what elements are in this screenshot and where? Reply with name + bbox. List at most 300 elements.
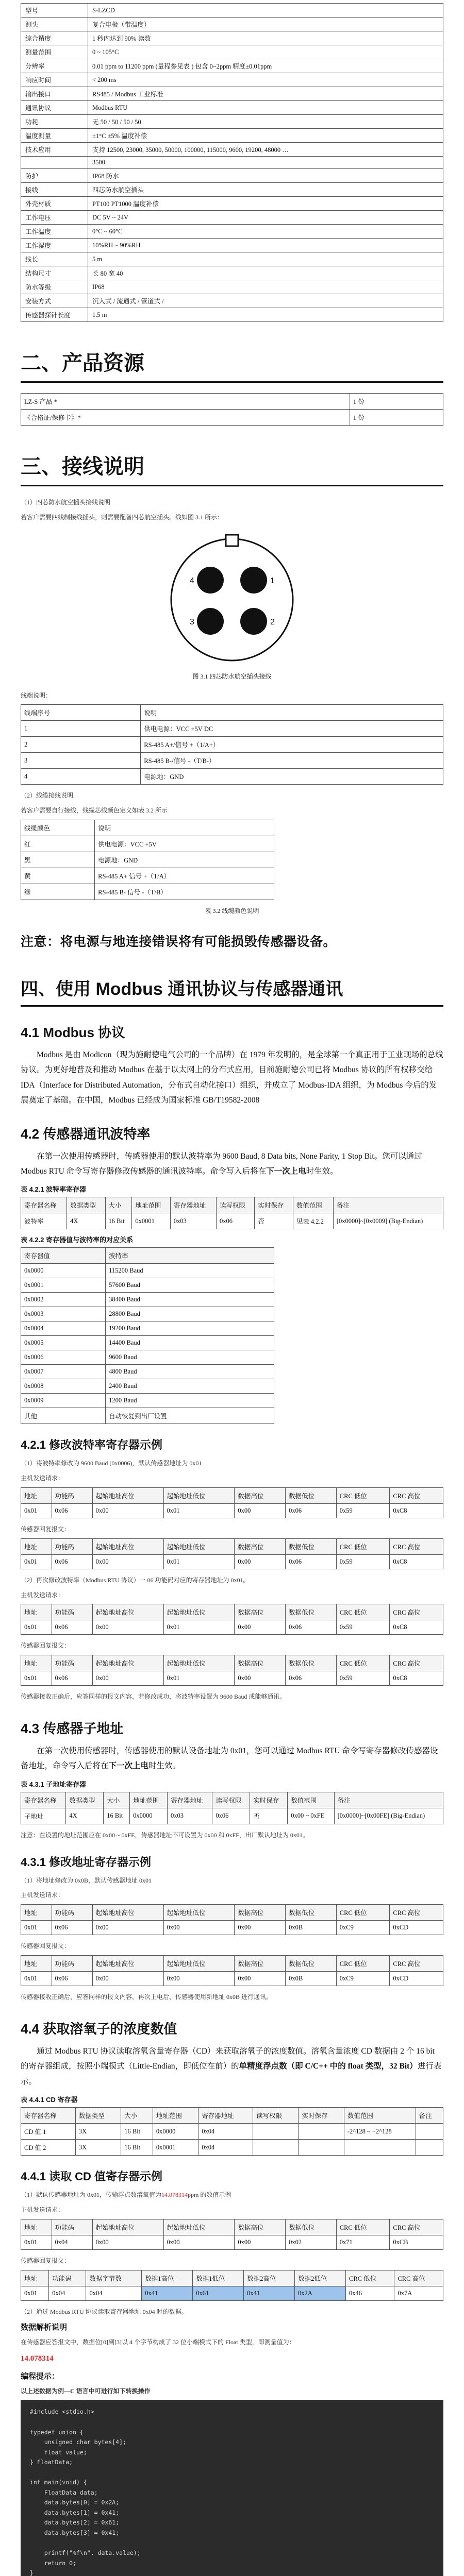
host-request-label: 主机发送请求： [21, 1475, 64, 1482]
para-4-4-1-b: （2）通过 Modbus RTU 协议读取寄存器地址 0x04 时的数据。 [21, 2308, 188, 2315]
table-cell: 0x06 [52, 1620, 92, 1635]
table-cell: 电源地：GND [95, 852, 274, 868]
table-row [21, 266, 443, 280]
code-line [30, 2468, 434, 2478]
table-header-cell: 数据2低位 [295, 2270, 346, 2286]
table-header-cell: 数据低位 [286, 1538, 337, 1554]
frame-table [21, 1538, 443, 1569]
data-note-label: 数据解析说明 [21, 2323, 68, 2332]
table-row [21, 294, 443, 308]
table-cell: 0xC8 [390, 1554, 443, 1569]
table-cell: 综合精度 [21, 31, 88, 45]
table-header-cell: 数据类型 [66, 1792, 104, 1808]
para-4-3-note: 注意：在设置的地址范围应在 0x00 ~ 0xFE，传感器地址不可设置为 0x00 和 0xFF，出厂默认地址为 0x01。 [21, 1831, 309, 1839]
table-row [21, 1671, 443, 1686]
table-cell [253, 2124, 299, 2140]
table-cell: -2^128 ~ +2^128 [344, 2124, 416, 2140]
wire-table [21, 704, 443, 785]
table-cell: 安装方式 [21, 294, 88, 308]
table-cell: S-LZCD [88, 4, 443, 18]
table-cell: 0x01 [163, 1620, 235, 1635]
table-cell: 0xCD [390, 1972, 443, 1986]
table-row [21, 59, 443, 73]
table-cell: 0x71 [336, 2235, 390, 2249]
table-header-row [21, 2108, 443, 2124]
table-cell: 0x0000 [153, 2124, 198, 2140]
table-header-cell: 起始地址低位 [163, 1604, 235, 1620]
table-header-cell: 地址范围 [132, 1197, 170, 1213]
code-line: int main(void) { [30, 2479, 87, 2486]
table-header-cell: 地址 [21, 2270, 49, 2286]
table-cell: 0x00 [235, 1671, 286, 1686]
heading-4-3-1: 4.3.1 修改地址寄存器示例 [21, 1855, 152, 1869]
table-row [21, 1278, 274, 1293]
code-label: 编程提示： [21, 2371, 60, 2381]
wire-label: 线端说明： [21, 691, 52, 699]
table-cell [21, 157, 88, 169]
connector-figure [21, 533, 443, 681]
table-cell: 28800 Baud [106, 1307, 274, 1321]
table-header-cell: 数据低位 [286, 1655, 337, 1671]
table-cell: 0x0000 [130, 1808, 168, 1824]
code-block [21, 2400, 443, 2576]
frame-table [21, 1487, 443, 1518]
table-cell: 0x06 [52, 1504, 92, 1518]
table-header-cell: 数据字节数 [86, 2270, 142, 2286]
svg-text:1: 1 [270, 576, 275, 585]
table-header-cell: 数据高位 [235, 1956, 286, 1972]
table-cell: ±1°C ±5% 温度补偿 [88, 129, 443, 143]
table-cell: 分辨率 [21, 59, 88, 73]
table-cell: 0x06 [286, 1620, 337, 1635]
table-header-cell: 波特率 [106, 1248, 274, 1264]
table-header-cell: 寄存器名称 [21, 2108, 76, 2124]
table-cell: 0x00 [92, 1671, 163, 1686]
code-line: } FloatData; [30, 2459, 73, 2466]
table-header-row [21, 1197, 443, 1213]
table-header-cell: 功能码 [52, 1488, 92, 1504]
host-request-label: 主机发送请求： [21, 2206, 64, 2213]
table-row [21, 2124, 443, 2140]
table-row [21, 1808, 443, 1824]
para-4-1: Modbus 是由 Modicon（现为施耐德电气公司的一个品牌）在 1979 年发明的，是全球第一个真正用于工业现场的总线协议。为更好地普及和推动 Modbus 在基于以太网上的分布式应用，目前施耐德公司已将 Modbus 协议的所有权移交给 IDA（Interface for Distributed Automation，分布式自动化接口）组织，并成立了 Modbus-IDA 组织，为 Modbus 今后的发展奠定了基础。在中国，Modbus 已经成为国家标准 GB/T19582-2008 [21, 1050, 443, 1105]
table-cell: RS-485 A+ 信号 +（T/A） [95, 868, 274, 884]
table-cell: 波特率 [21, 1213, 67, 1229]
table-row [21, 1336, 274, 1350]
table-header-cell: 数据2高位 [244, 2270, 295, 2286]
table-header-row [21, 1538, 443, 1554]
table-cell: 否 [250, 1808, 288, 1824]
table-cell: 1 份 [350, 394, 443, 410]
table-cell: 0x00 [235, 1921, 286, 1935]
table-header-cell: 地址 [21, 1604, 52, 1620]
table-cell: 0x00 [235, 1504, 286, 1518]
table-cell: 0x01 [21, 2286, 49, 2300]
table-row [21, 852, 274, 868]
para-4-4-1-text: （1）默认传感器地址为 0x01，传输浮点数溶氧值为 [21, 2191, 162, 2199]
table-cell: 0x00 [235, 1620, 286, 1635]
table-header-cell: 大小 [105, 1197, 132, 1213]
table-cell: 16 Bit [104, 1808, 130, 1824]
section-title-wiring: 三、接线说明 [21, 450, 443, 486]
table-row [21, 18, 443, 31]
table-cell: 0x06 [52, 1972, 92, 1986]
table-4-4-1 [21, 2107, 443, 2156]
table-cell: 0x59 [336, 1620, 390, 1635]
table-cell: 说明 [141, 705, 443, 721]
code-line: } [30, 2569, 34, 2576]
table-cell: 0x06 [286, 1671, 337, 1686]
table-header-cell: 起始地址低位 [163, 1905, 235, 1921]
table-header-cell: 备注 [416, 2108, 443, 2124]
table-cell: 0x00 ~ 0xFE [288, 1808, 334, 1824]
table-4-3-1-caption: 表 4.3.1 子地址寄存器 [21, 1780, 87, 1788]
table-cell: 线缆颜色 [21, 820, 95, 836]
frame-table [21, 2219, 443, 2250]
table-cell: 外壳材质 [21, 197, 88, 211]
table-header-cell: 数据高位 [235, 1538, 286, 1554]
table-header-cell: 地址 [21, 1655, 52, 1671]
para-4-2-1-c: 传感器接收正确后，应答同样的报文内容，若修改成功，将波特率设置为 9600 Baud 或能够通讯。 [21, 1693, 286, 1701]
table-header-row [21, 2270, 443, 2286]
table-header-cell: 地址 [21, 1538, 52, 1554]
table-header-cell: 寄存器名称 [21, 1197, 67, 1213]
table-cell: 0x0009 [21, 1394, 106, 1408]
table-row [21, 1307, 274, 1321]
table-header-cell: 起始地址低位 [163, 1956, 235, 1972]
figure-caption: 图 3.1 四芯防水航空插头接线 [192, 672, 272, 680]
table-cell: 0xC8 [390, 1620, 443, 1635]
table-cell: 0xC9 [336, 1972, 390, 1986]
table-header-cell: 功能码 [52, 1956, 92, 1972]
wire-desc: 若客户需要四线制接线插头，则需要配备四芯航空插头。线如图 3.1 所示： [21, 513, 224, 521]
table-cell: 0x01 [163, 1671, 235, 1686]
table-cell: 5 m [88, 252, 443, 266]
table-cell: 0x01 [21, 1504, 52, 1518]
table-cell: 0x06 [52, 1554, 92, 1569]
para-4-4-1-end: ppm 的数值示例 [188, 2191, 231, 2199]
table-cell: 16 Bit [105, 1213, 132, 1229]
para-4-3-red: 下一次上电 [108, 1761, 149, 1771]
table-cell: 0x00 [163, 2235, 235, 2249]
heading-4-2: 4.2 传感器通讯波特率 [21, 1126, 151, 1142]
table-cell: 0x00 [92, 1620, 163, 1635]
table-cell: 0x00 [235, 1972, 286, 1986]
table-cell: 0xCD [390, 1921, 443, 1935]
table-row [21, 1554, 443, 1569]
table-4-2-1-caption: 表 4.2.1 波特率寄存器 [21, 1185, 87, 1194]
table-row [21, 73, 443, 87]
table-header-cell: CRC 高位 [390, 1655, 443, 1671]
table-row [21, 129, 443, 143]
table-cell: CD 值 1 [21, 2124, 76, 2140]
resource-table [21, 393, 443, 426]
table-cell: 10%RH ~ 90%RH [88, 239, 443, 252]
table-cell: 绿 [21, 884, 95, 900]
table-cell: RS-485 A+/信号 +（1/A+） [141, 737, 443, 753]
table-cell: 1 秒内达到 90% 读数 [88, 31, 443, 45]
para-4-3-text: 在第一次使用传感器时，传感器使用的默认设备地址为 0x01，您可以通过 Modbus RTU 命令写寄存器修改传感器设备地址，命令写入后将在 [21, 1746, 438, 1771]
table-cell: 0x59 [336, 1504, 390, 1518]
table-row [21, 410, 443, 426]
table-header-cell: 功能码 [49, 2270, 86, 2286]
table-cell: 0x41 [142, 2286, 193, 2300]
table-header-cell: 地址范围 [153, 2108, 198, 2124]
code-line: unsigned char bytes[4]; [30, 2438, 126, 2446]
table-header-cell: CRC 低位 [336, 1956, 390, 1972]
table-cell: 响应时间 [21, 73, 88, 87]
table-header-cell: 寄存器地址 [198, 2108, 253, 2124]
table-header-cell: 数据高位 [235, 1905, 286, 1921]
table-row [21, 2286, 443, 2300]
table-cell: 0x0001 [132, 1213, 170, 1229]
table-row [21, 4, 443, 18]
table-4-2-1 [21, 1197, 443, 1229]
table-cell: 0x7A [394, 2286, 443, 2300]
table-header-cell: 数值范围 [293, 1197, 333, 1213]
table-header-cell: 读写权限 [216, 1197, 254, 1213]
table-header-cell: 读写权限 [212, 1792, 250, 1808]
table-cell: 0x06 [52, 1921, 92, 1935]
table-cell: 0x03 [170, 1213, 216, 1229]
table-cell: 四芯防水航空插头 [88, 183, 443, 197]
table-row [21, 115, 443, 129]
para-4-2-1-b: （2）再次修改波特率（Modbus RTU 协议）一 06 功能码对应的寄存器地址为 0x01。 [21, 1576, 250, 1584]
frame-table [21, 1604, 443, 1635]
table-cell: Modbus RTU [88, 101, 443, 115]
table-row [21, 753, 443, 769]
sensor-reply-label: 传感器回复报文： [21, 1642, 71, 1650]
table-cell: 0x61 [193, 2286, 244, 2300]
sensor-reply-label: 传感器回复报文： [21, 2257, 71, 2264]
table-header-cell: 数据高位 [235, 1488, 286, 1504]
table-cell: 沉入式 / 流通式 / 管道式 / [88, 294, 443, 308]
table-row [21, 868, 274, 884]
table-row [21, 1972, 443, 1986]
table-cell: 《合格证/保修卡》* [21, 410, 350, 426]
table-cell: 0x00 [92, 1921, 163, 1935]
table-cell: 通讯协议 [21, 101, 88, 115]
table-header-cell: 功能码 [52, 1905, 92, 1921]
para-4-2-1-a: （1）将波特率修改为 9600 Baud (0x0006)，默认传感器地址为 0x01 [21, 1460, 202, 1467]
host-request-label: 主机发送请求： [21, 1891, 64, 1899]
table-cell: 0x04 [86, 2286, 142, 2300]
sensor-reply-label: 传感器回复报文： [21, 1526, 71, 1533]
table-header-cell: 数据低位 [286, 1956, 337, 1972]
para-4-4-1-red: 14.078314 [161, 2191, 188, 2199]
table-cell [416, 2124, 443, 2140]
table-cell: 测头 [21, 18, 88, 31]
table-header-cell: 大小 [104, 1792, 130, 1808]
table-row [21, 1408, 274, 1424]
table-header-cell: 数据低位 [286, 1905, 337, 1921]
table-row [21, 197, 443, 211]
table-row [21, 1321, 274, 1336]
table-cell: 0x00 [92, 1972, 163, 1986]
table-cell: 温度测量 [21, 129, 88, 143]
table-header-cell: 地址 [21, 2219, 52, 2235]
table-cell: 0x0008 [21, 1379, 106, 1394]
sensor-reply-label: 传感器回复报文： [21, 1942, 71, 1950]
table-cell: 技术应用 [21, 143, 88, 157]
wire2-desc: 若客户需要自行接线，线缆芯线颜色定义如表 3.2 所示 [21, 807, 168, 815]
table-cell: 供电电源：VCC +5V [95, 836, 274, 852]
table-header-cell: CRC 低位 [336, 2219, 390, 2235]
para-4-3-1-a: （1）将地址修改为 0x0B，默认传感器地址 0x01 [21, 1876, 152, 1884]
table-header-cell: 数据高位 [235, 1604, 286, 1620]
table-row [21, 157, 443, 169]
table-cell: DC 5V ~ 24V [88, 211, 443, 225]
para-4-2-end: 时生效。 [306, 1166, 338, 1176]
table-header-cell: 数据高位 [235, 1655, 286, 1671]
table-cell: 0x00 [92, 1504, 163, 1518]
table-header-cell: 起始地址低位 [163, 1655, 235, 1671]
table-header-cell: 数据高位 [235, 2219, 286, 2235]
table-cell: RS-485 B- 信号 -（T/B） [95, 884, 274, 900]
table-cell: 115200 Baud [106, 1264, 274, 1278]
table-cell: 0x0001 [21, 1278, 106, 1293]
table-row [21, 1921, 443, 1935]
table-cell: 0x0B [286, 1921, 337, 1935]
table-cell: 0°C ~ 60°C [88, 225, 443, 239]
table-header-cell: 起始地址低位 [163, 1488, 235, 1504]
frame-table [21, 1904, 443, 1935]
table-cell: 0x01 [163, 1504, 235, 1518]
table-header-cell: 数据1低位 [193, 2270, 244, 2286]
table-cell: 0xC8 [390, 1504, 443, 1518]
table-cell: 输出接口 [21, 87, 88, 101]
table-header-cell: 数据类型 [67, 1197, 105, 1213]
para-4-4 [21, 2044, 443, 2089]
table-4-2-2 [21, 1247, 274, 1424]
table-cell: 0x46 [345, 2286, 394, 2300]
table-cell: 38400 Baud [106, 1293, 274, 1307]
table-row [21, 1213, 443, 1229]
svg-text:4: 4 [190, 576, 194, 585]
table-cell: 4X [67, 1213, 105, 1229]
para-4-4-end: 进行表示。 [21, 2062, 442, 2086]
para-4-2-text: 在第一次使用传感器时，传感器使用的默认波特率为 9600 Baud, 8 Data bits, None Parity, 1 Stop Bit。您可以通过 Modbus RTU 命令写寄存器修改传感器的通讯波特率。命令写入后将在 [21, 1151, 422, 1176]
para-4-4-red: 单精度浮点数（即 C/C++ 中的 float 类型，32 Bit） [239, 2062, 418, 2071]
table-cell: RS485 / Modbus 工业标准 [88, 87, 443, 101]
table-header-cell: 数据低位 [286, 1604, 337, 1620]
table-cell: 0x00 [235, 2235, 286, 2249]
table-cell: 其他 [21, 1408, 106, 1424]
table-cell: 0x06 [216, 1213, 254, 1229]
table-cell: 否 [255, 1213, 293, 1229]
table-row [21, 45, 443, 59]
table-cell: 工作电压 [21, 211, 88, 225]
table-header-cell: 地址 [21, 1905, 52, 1921]
table-row [21, 280, 443, 294]
table-cell: IP68 [88, 280, 443, 294]
code-line: data.bytes[3] = 0x41; [30, 2529, 120, 2536]
table-header-cell: 寄存器地址 [168, 1792, 212, 1808]
table-cell: 0x01 [21, 2235, 52, 2249]
table-row [21, 31, 443, 45]
table-cell: 见表 4.2.2 [293, 1213, 333, 1229]
table-cell: 红 [21, 836, 95, 852]
table-cell: 0x01 [21, 1671, 52, 1686]
table-cell: 4X [66, 1808, 104, 1824]
table-header-cell: 起始地址高位 [92, 1655, 163, 1671]
table-header-cell: CRC 高位 [390, 1905, 443, 1921]
document-page [0, 3, 464, 2576]
frame-table [21, 1655, 443, 1686]
table-row [21, 721, 443, 737]
table-cell: 0x01 [163, 1554, 235, 1569]
table-header-cell: 数据低位 [286, 1488, 337, 1504]
table-cell: 黄 [21, 868, 95, 884]
table-cell: LZ-S 产品 * [21, 394, 350, 410]
warning-text: 注意：将电源与地连接错误将有可能损毁传感器设备。 [21, 934, 337, 949]
code-line: data.bytes[2] = 0x61; [30, 2519, 120, 2527]
table-cell: 0x00 [92, 2235, 163, 2249]
table-row [21, 820, 274, 836]
table-cell: 接线 [21, 183, 88, 197]
table-header-row [21, 1792, 443, 1808]
table-cell: 说明 [95, 820, 274, 836]
table-header-cell: 起始地址高位 [92, 1956, 163, 1972]
table-cell: 1 份 [350, 410, 443, 426]
svg-text:2: 2 [270, 617, 275, 626]
table-header-cell: CRC 高位 [390, 1538, 443, 1554]
table-cell: 0xC8 [390, 1671, 443, 1686]
table-cell: 3 [21, 753, 141, 769]
table-cell: 0x59 [336, 1554, 390, 1569]
table-cell: 型号 [21, 4, 88, 18]
table-header-cell: 读写权限 [253, 2108, 299, 2124]
heading-4-1: 4.1 Modbus 协议 [21, 1024, 125, 1040]
table-header-cell: CRC 低位 [345, 2270, 394, 2286]
table-header-cell: 起始地址高位 [92, 1538, 163, 1554]
table-cell: 2 [21, 737, 141, 753]
table-header-row [21, 1905, 443, 1921]
table-cell: CD 值 2 [21, 2140, 76, 2156]
table-header-cell: CRC 高位 [390, 1956, 443, 1972]
table-header-cell: CRC 低位 [336, 1905, 390, 1921]
table-header-cell: 大小 [121, 2108, 153, 2124]
table-row [21, 2140, 443, 2156]
table-cell: 0x0B [286, 1972, 337, 1986]
table-header-cell: 地址 [21, 1956, 52, 1972]
table-row [21, 143, 443, 157]
para-4-3-end: 时生效。 [148, 1761, 181, 1771]
table-row [21, 183, 443, 197]
table-cell: 0x0001 [153, 2140, 198, 2156]
frame-table [21, 2270, 443, 2301]
table-cell: 9600 Baud [106, 1350, 274, 1365]
table-cell: 自动恢复到出厂设置 [106, 1408, 274, 1424]
table-header-cell: 寄存器地址 [170, 1197, 216, 1213]
table-cell: 57600 Baud [106, 1278, 274, 1293]
table-cell: 防水等级 [21, 280, 88, 294]
table-cell: 0x01 [21, 1554, 52, 1569]
table-cell: 3X [75, 2124, 121, 2140]
table-cell: 0x01 [21, 1921, 52, 1935]
table-header-cell: 起始地址高位 [92, 1905, 163, 1921]
table-cell: [0x0000]~[0x0009] (Big-Endian) [333, 1213, 443, 1229]
spec-table [21, 3, 443, 322]
table-cell: 0x06 [286, 1554, 337, 1569]
table-cell [299, 2140, 344, 2156]
table-row [21, 1620, 443, 1635]
table-cell: 无 50 / 50 / 50 / 50 [88, 115, 443, 129]
para-4-2-red: 下一次上电 [266, 1166, 306, 1176]
table-row [21, 308, 443, 322]
heading-4-4-1: 4.4.1 读取 CD 值寄存器示例 [21, 2170, 163, 2183]
table-header-cell: 地址 [21, 1488, 52, 1504]
